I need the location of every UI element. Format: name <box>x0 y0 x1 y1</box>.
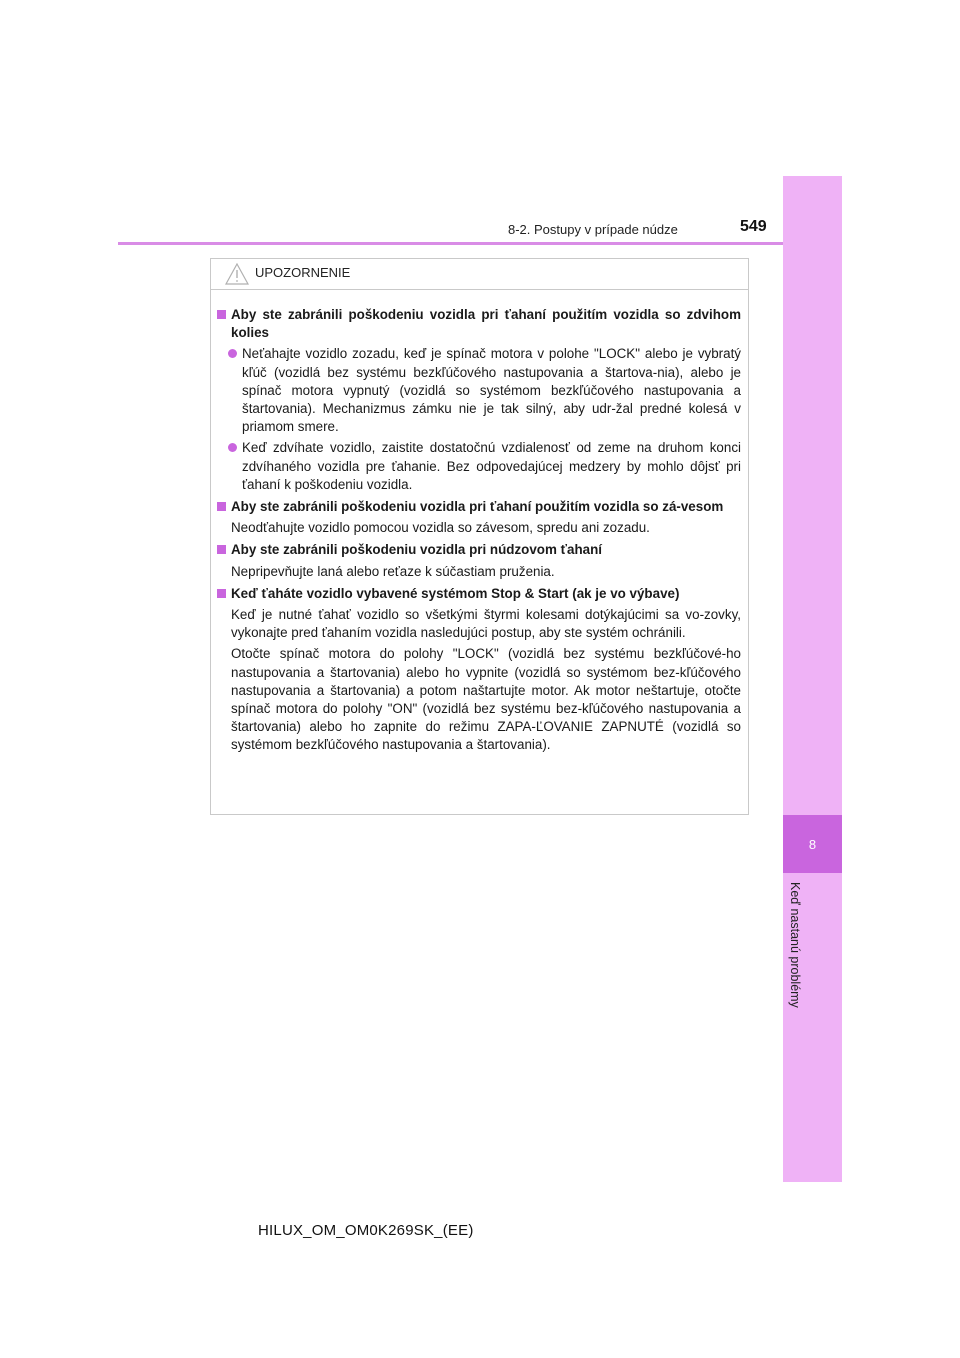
chapter-number-box[interactable] <box>783 815 842 873</box>
warning-paragraph: Keď je nutné ťahať vozidlo so všetkými štyrmi kolesami dotýkajúcimi sa vo-zovky, vykonajte pred ťahaním vozidla nasledujúci postup, aby ste systém ochránili. <box>231 607 741 641</box>
circle-bullet-icon <box>228 443 237 452</box>
warning-body <box>211 290 748 755</box>
document-code: HILUX_OM_OM0K269SK_(EE) <box>258 1222 474 1239</box>
bullet-item: Neťahajte vozidlo zozadu, keď je spínač motora v polohe "LOCK" alebo je vybratý kľúč (vozidlá bez systému bezkľúčového nastupovania a štartova-nia), alebo je spínač motora vypnutý (vozidlá so systémom bezkľúčového nastupovania a štartovania). Mechanizmus zámku nie je tak silný, aby udr-žal predné kolesá v priamom smere. <box>217 345 741 436</box>
square-bullet-icon <box>217 310 226 319</box>
square-bullet-icon <box>217 589 226 598</box>
warning-triangle-icon <box>225 263 249 290</box>
chapter-title: Keď nastanú problémy <box>788 882 802 1008</box>
warning-paragraph: Otočte spínač motora do polohy "LOCK" (vozidlá bez systému bezkľúčové-ho nastupovania a štartovania) alebo ho vypnite (vozidlá so systémom bez-kľúčového nastupovania a štartovania) a potom naštartujte motor. Ak motor neštartuje, otočte spínač motora do polohy "ON" (vozidlá bez systému bez-kľúčového nastupovania a štartovania) alebo ho zapnite do režimu ZAPA-ĽOVANIE ZAPNUTÉ (vozidlá so systémom bezkľúčového nastupovania a štartovania). <box>231 646 741 753</box>
square-bullet-icon <box>217 545 226 554</box>
section-title: 8-2. Postupy v prípade núdze <box>508 222 678 237</box>
warning-heading: Aby ste zabránili poškodeniu vozidla pri ťahaní použitím vozidla so zá-vesom <box>217 498 741 516</box>
circle-bullet-icon <box>228 349 237 358</box>
warning-label: UPOZORNENIE <box>255 265 351 280</box>
warning-heading: Aby ste zabránili poškodeniu vozidla pri ťahaní použitím vozidla so zdvihom kolies <box>217 306 741 342</box>
bullet-item: Keď zdvíhate vozidlo, zaistite dostatočnú vzdialenosť od zeme na druhom konci zdvíhaného vozidla pre ťahanie. Bez odpovedajúcej medzery by mohlo dôjsť pri ťahaní k poškodeniu vozidla. <box>217 439 741 494</box>
page-number: 549 <box>740 218 767 235</box>
header-rule <box>118 242 842 245</box>
square-bullet-icon <box>217 502 226 511</box>
warning-header <box>211 259 748 290</box>
warning-heading: Aby ste zabránili poškodeniu vozidla pri núdzovom ťahaní <box>217 541 741 559</box>
warning-paragraph: Nepripevňujte laná alebo reťaze k súčastiam pruženia. <box>231 563 555 579</box>
warning-heading: Keď ťaháte vozidlo vybavené systémom Stop & Start (ak je vo výbave) <box>217 585 741 603</box>
warning-paragraph: Neodťahujte vozidlo pomocou vozidla so závesom, spredu ani zozadu. <box>231 520 650 536</box>
warning-box <box>210 258 749 815</box>
chapter-number: 8 <box>808 836 817 852</box>
